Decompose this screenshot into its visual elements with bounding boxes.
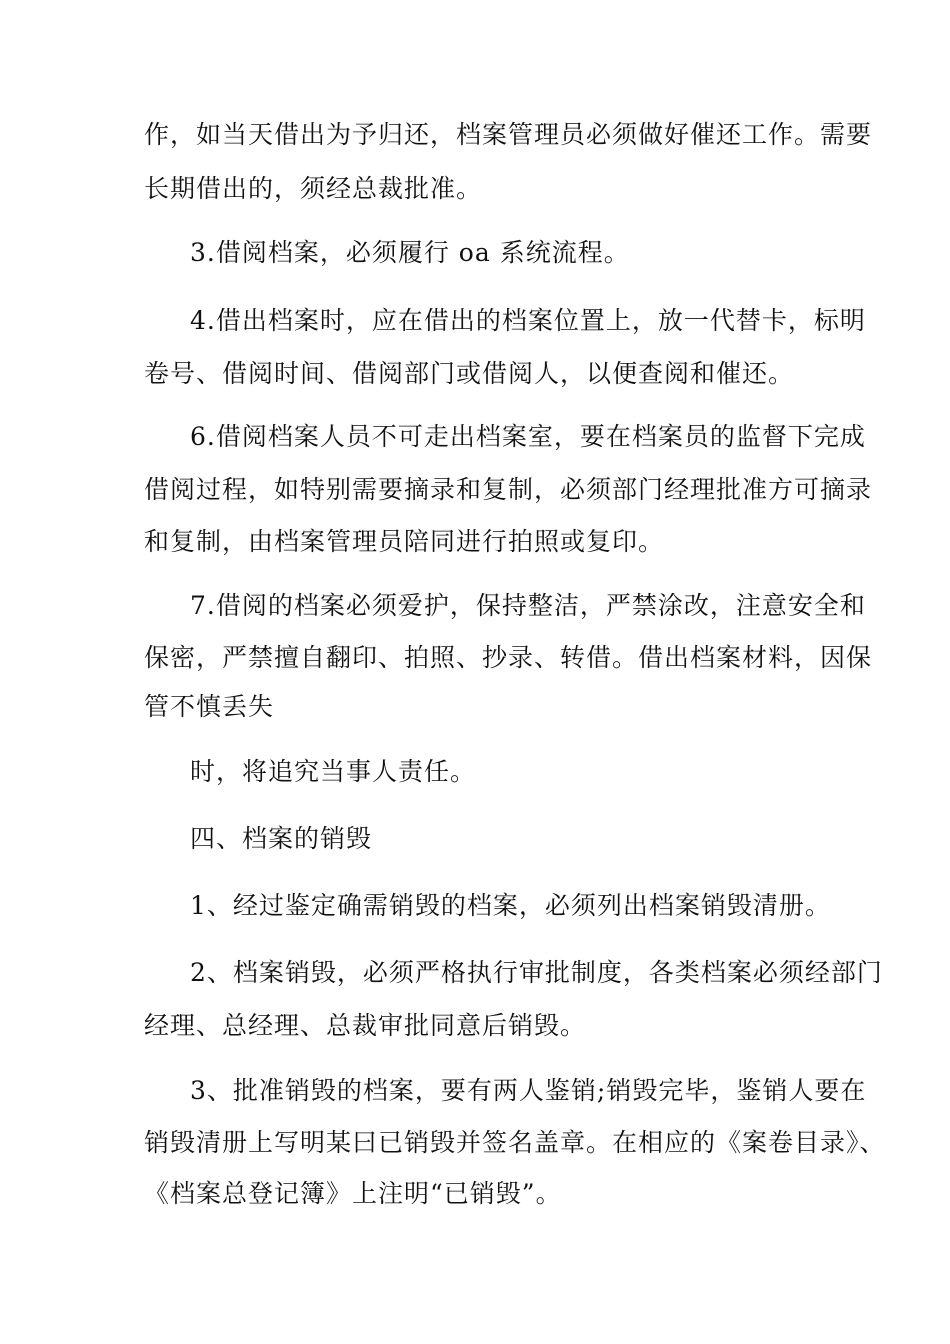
text-line: 销毁清册上写明某曰已销毁并签名盖章。在相应的《案卷目录》、 xyxy=(144,1128,886,1157)
text-line: 经理、总经理、总裁审批同意后销毁。 xyxy=(144,1011,587,1040)
text-line: 保密，严禁擅自翻印、拍照、抄录、转借。借出档案材料，因保 xyxy=(144,643,873,672)
paragraph-item-2: 2、档案销毁，必须严格执行审批制度，各类档案必须经部门 xyxy=(190,958,883,987)
text-line: 借阅过程，如特别需要摘录和复制，必须部门经理批准方可摘录 xyxy=(144,475,873,504)
text-line: 卷号、借阅时间、借阅部门或借阅人，以便查阅和催还。 xyxy=(144,359,795,388)
text-line: 长期借出的，须经总裁批准。 xyxy=(144,174,483,203)
paragraph-item-7: 7.借阅的档案必须爱护，保持整洁，严禁涂改，注意安全和 xyxy=(190,591,866,620)
paragraph-item-3b: 3、批准销毁的档案，要有两人鉴销;销毁完毕，鉴销人要在 xyxy=(190,1076,867,1105)
paragraph-item-4: 4.借出档案时，应在借出的档案位置上，放一代替卡，标明 xyxy=(190,306,866,335)
section-heading: 四、档案的销毁 xyxy=(190,824,373,853)
paragraph-item-3: 3.借阅档案，必须履行 oa 系统流程。 xyxy=(190,238,630,267)
paragraph-item-6: 6.借阅档案人员不可走出档案室，要在档案员的监督下完成 xyxy=(190,422,866,451)
text-line: 作，如当天借出为予归还，档案管理员必须做好催还工作。需要 xyxy=(144,120,873,149)
text-line: 管不慎丢失 xyxy=(144,692,275,721)
paragraph-item-1: 1、经过鉴定确需销毁的档案，必须列出档案销毁清册。 xyxy=(190,891,831,920)
text-line: 时，将追究当事人责任。 xyxy=(190,757,477,786)
text-line: 《档案总登记簿》上注明“已销毁”。 xyxy=(144,1179,562,1208)
text-line: 和复制，由档案管理员陪同进行拍照或复印。 xyxy=(144,527,665,556)
